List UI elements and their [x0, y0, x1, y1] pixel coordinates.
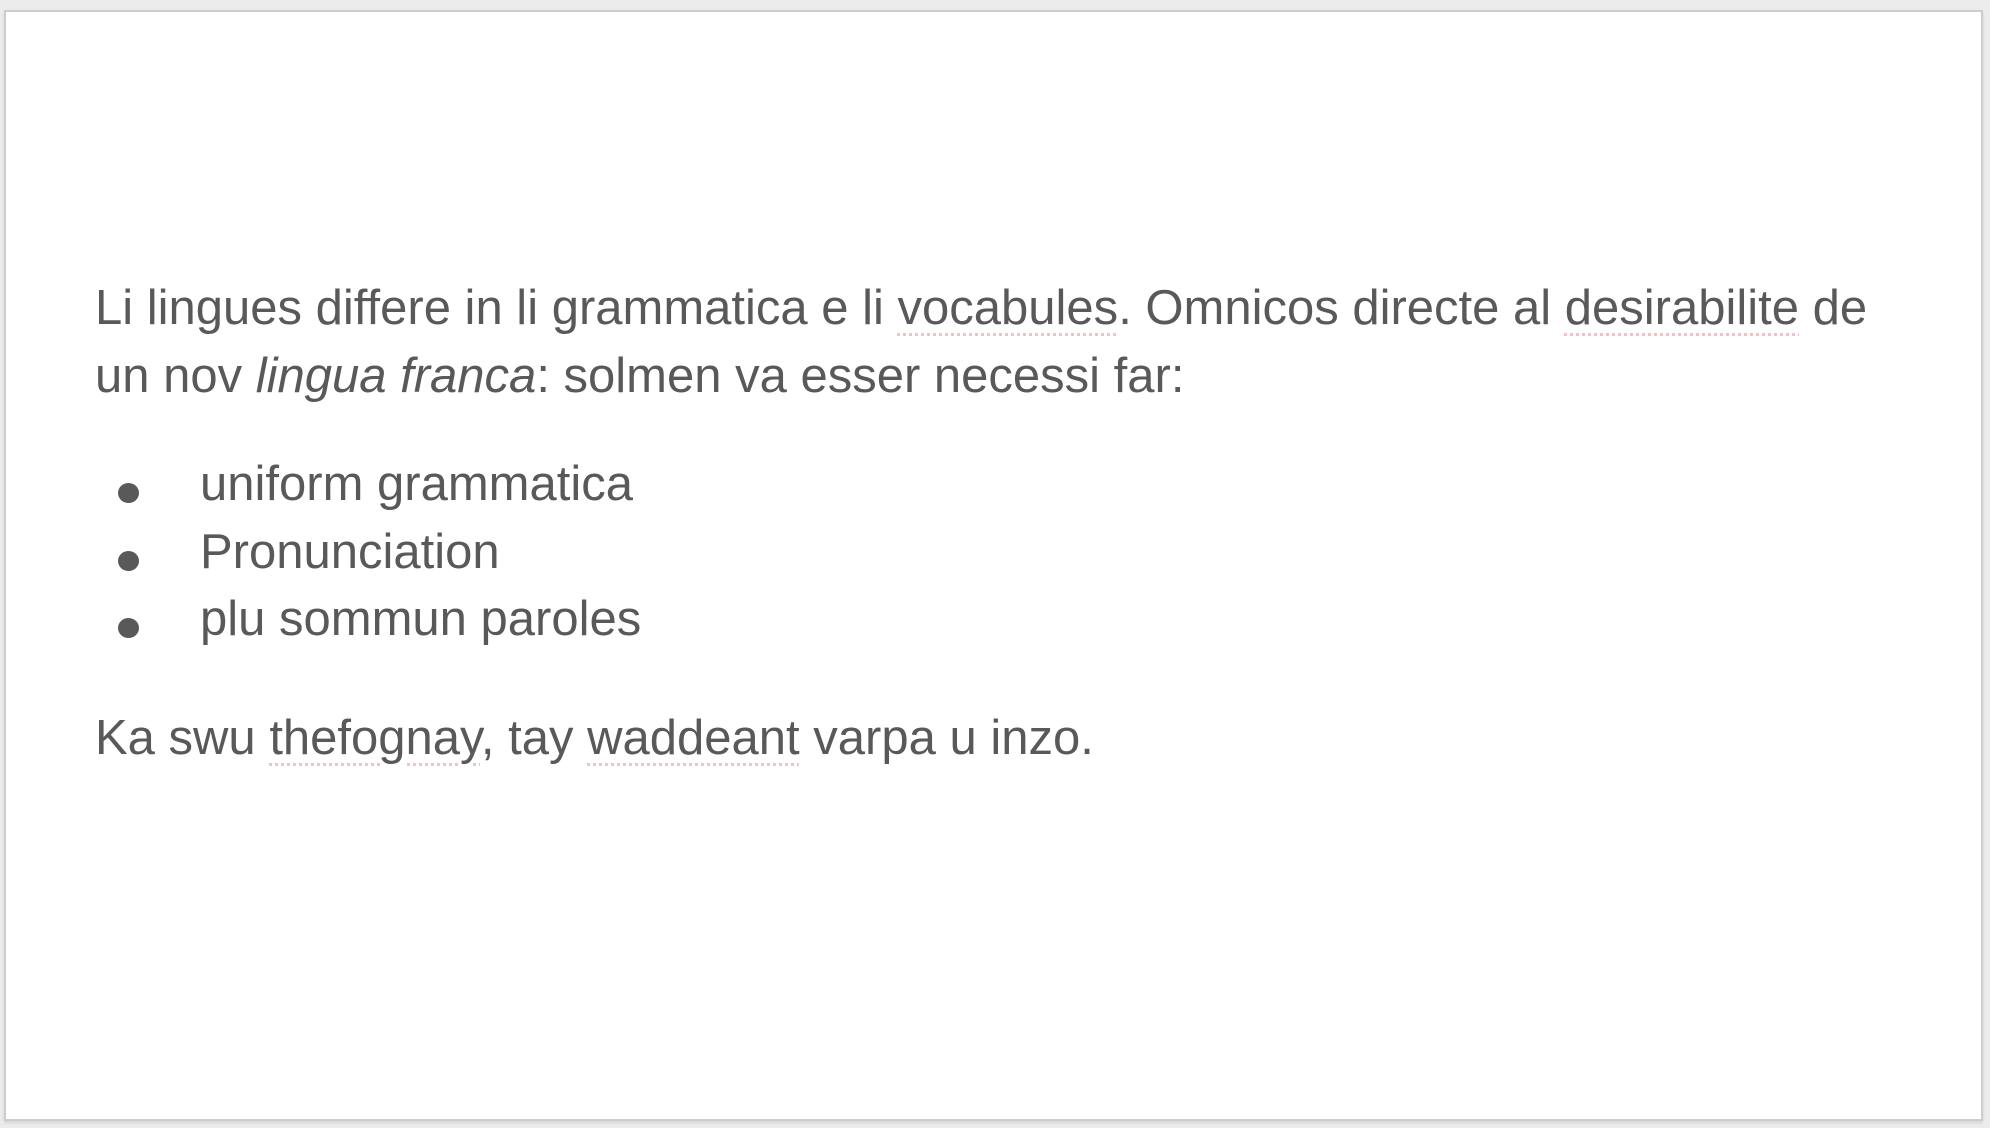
intro-paragraph[interactable]: [95, 274, 1981, 410]
misspelled-word: vocabules: [897, 281, 1119, 335]
misspelled-word: thefognay: [269, 710, 481, 765]
list-item-label: plu sommun paroles: [200, 592, 642, 646]
bullet-icon: [118, 618, 139, 638]
text-segment: varpa u inzo.: [799, 710, 1094, 765]
text-segment: . Omnicos directe al: [1118, 281, 1565, 335]
misspelled-word: desirabilite: [1564, 281, 1800, 335]
list-item-label: Pronunciation: [200, 524, 500, 579]
closing-paragraph[interactable]: [95, 704, 1981, 772]
text-segment: : solmen va esser necessi far:: [536, 349, 1185, 403]
text-segment: un nov: [95, 349, 256, 403]
bullet-icon: [118, 483, 139, 503]
text-segment: de: [1799, 281, 1868, 335]
list-item: [95, 586, 1981, 654]
text-segment: , tay: [480, 710, 588, 765]
bullet-icon: [118, 551, 139, 571]
slide-text-box[interactable]: [95, 12, 1981, 772]
text-line-2: [95, 342, 1981, 410]
slide-canvas[interactable]: [4, 10, 1983, 1121]
text-line-1: [95, 274, 1981, 342]
list-item: [95, 451, 1981, 519]
list-item-label: uniform grammatica: [200, 457, 633, 511]
bullet-list[interactable]: [95, 451, 1981, 654]
list-item: [95, 519, 1981, 587]
text-segment: Li lingues differe in li grammatica e li: [95, 281, 898, 335]
italic-text: lingua franca: [255, 349, 537, 403]
misspelled-word: waddeant: [587, 710, 800, 765]
text-segment: Ka swu: [95, 710, 270, 765]
